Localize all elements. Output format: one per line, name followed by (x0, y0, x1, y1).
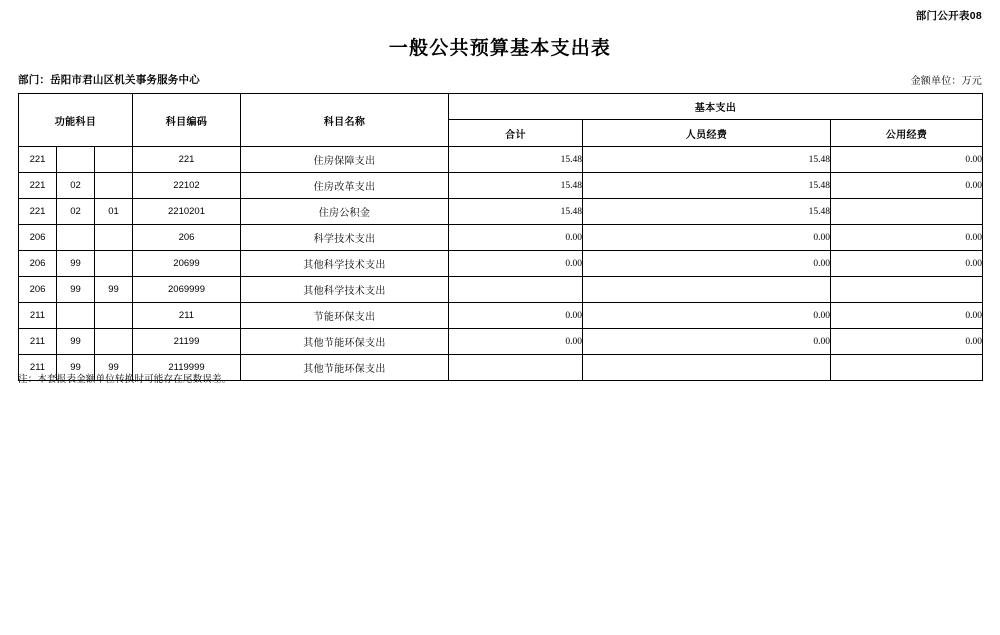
cell-level2: 02 (57, 173, 95, 199)
cell-total: 15.48 (449, 147, 583, 173)
table-row (19, 303, 983, 329)
form-code-label: 部门公开表08 (915, 10, 982, 22)
cell-level2: 02 (57, 199, 95, 225)
budget-table (18, 93, 983, 381)
cell-personnel (583, 355, 831, 381)
cell-name: 其他科学技术支出 (241, 251, 449, 277)
cell-public: 0.00 (831, 303, 983, 329)
cell-total: 0.00 (449, 251, 583, 277)
cell-public: 0.00 (831, 173, 983, 199)
cell-level3 (95, 225, 133, 251)
table-row (19, 173, 983, 199)
amount-unit-label: 金额单位：万元 (910, 76, 982, 87)
cell-level1: 211 (19, 303, 57, 329)
cell-total: 0.00 (449, 303, 583, 329)
cell-code: 221 (133, 147, 241, 173)
header-subject-code: 科目编码 (133, 94, 241, 147)
cell-level3 (95, 251, 133, 277)
cell-level1: 206 (19, 277, 57, 303)
cell-public: 0.00 (831, 225, 983, 251)
department-name: 岳阳市君山区机关事务服务中心 (50, 74, 200, 86)
cell-code: 211 (133, 303, 241, 329)
cell-level3: 99 (95, 277, 133, 303)
cell-level2 (57, 225, 95, 251)
cell-code: 20699 (133, 251, 241, 277)
header-function-subject: 功能科目 (19, 94, 133, 147)
cell-public: 0.00 (831, 329, 983, 355)
header-personnel: 人员经费 (583, 120, 831, 147)
cell-personnel: 0.00 (583, 251, 831, 277)
cell-personnel: 15.48 (583, 147, 831, 173)
cell-personnel (583, 277, 831, 303)
cell-level2: 99 (57, 251, 95, 277)
cell-level3: 99 (95, 355, 133, 381)
table-row (19, 199, 983, 225)
cell-level1: 211 (19, 355, 57, 381)
meta-row (18, 72, 982, 87)
table-row (19, 277, 983, 303)
cell-name: 住房改革支出 (241, 173, 449, 199)
cell-level3 (95, 303, 133, 329)
cell-public (831, 277, 983, 303)
cell-total: 0.00 (449, 329, 583, 355)
department-label: 部门： (18, 74, 51, 86)
table-row (19, 225, 983, 251)
cell-level3 (95, 147, 133, 173)
cell-personnel: 15.48 (583, 173, 831, 199)
footnote: 注：本套报表金额单位转换时可能存在尾数误差。 (18, 374, 232, 385)
header-public: 公用经费 (831, 120, 983, 147)
table-row (19, 147, 983, 173)
cell-level1: 206 (19, 251, 57, 277)
cell-total: 15.48 (449, 199, 583, 225)
header-subject-name: 科目名称 (241, 94, 449, 147)
cell-public: 0.00 (831, 251, 983, 277)
department-line (18, 72, 200, 87)
cell-name: 其他科学技术支出 (241, 277, 449, 303)
cell-code: 21199 (133, 329, 241, 355)
cell-total: 15.48 (449, 173, 583, 199)
cell-level2 (57, 303, 95, 329)
cell-level3 (95, 329, 133, 355)
cell-code: 2119999 (133, 355, 241, 381)
cell-code: 22102 (133, 173, 241, 199)
table-row (19, 251, 983, 277)
cell-public: 0.00 (831, 147, 983, 173)
cell-level1: 221 (19, 199, 57, 225)
header-total: 合计 (449, 120, 583, 147)
cell-personnel: 0.00 (583, 225, 831, 251)
table-row (19, 329, 983, 355)
cell-name: 住房公积金 (241, 199, 449, 225)
cell-name: 节能环保支出 (241, 303, 449, 329)
cell-level3: 01 (95, 199, 133, 225)
cell-name: 科学技术支出 (241, 225, 449, 251)
cell-public (831, 355, 983, 381)
cell-total (449, 277, 583, 303)
page-title: 一般公共预算基本支出表 (388, 38, 612, 59)
cell-personnel: 0.00 (583, 329, 831, 355)
cell-name: 其他节能环保支出 (241, 329, 449, 355)
cell-total (449, 355, 583, 381)
cell-level1: 221 (19, 173, 57, 199)
cell-code: 2210201 (133, 199, 241, 225)
cell-level2: 99 (57, 355, 95, 381)
cell-code: 206 (133, 225, 241, 251)
cell-level1: 221 (19, 147, 57, 173)
cell-level1: 206 (19, 225, 57, 251)
header-basic-expenditure: 基本支出 (449, 94, 983, 120)
cell-public (831, 199, 983, 225)
cell-total: 0.00 (449, 225, 583, 251)
cell-name: 住房保障支出 (241, 147, 449, 173)
cell-personnel: 0.00 (583, 303, 831, 329)
cell-code: 2069999 (133, 277, 241, 303)
cell-name: 其他节能环保支出 (241, 355, 449, 381)
cell-level2: 99 (57, 329, 95, 355)
cell-level2: 99 (57, 277, 95, 303)
cell-level3 (95, 173, 133, 199)
cell-level1: 211 (19, 329, 57, 355)
cell-level2 (57, 147, 95, 173)
table-header-row-1 (19, 94, 983, 120)
cell-personnel: 15.48 (583, 199, 831, 225)
